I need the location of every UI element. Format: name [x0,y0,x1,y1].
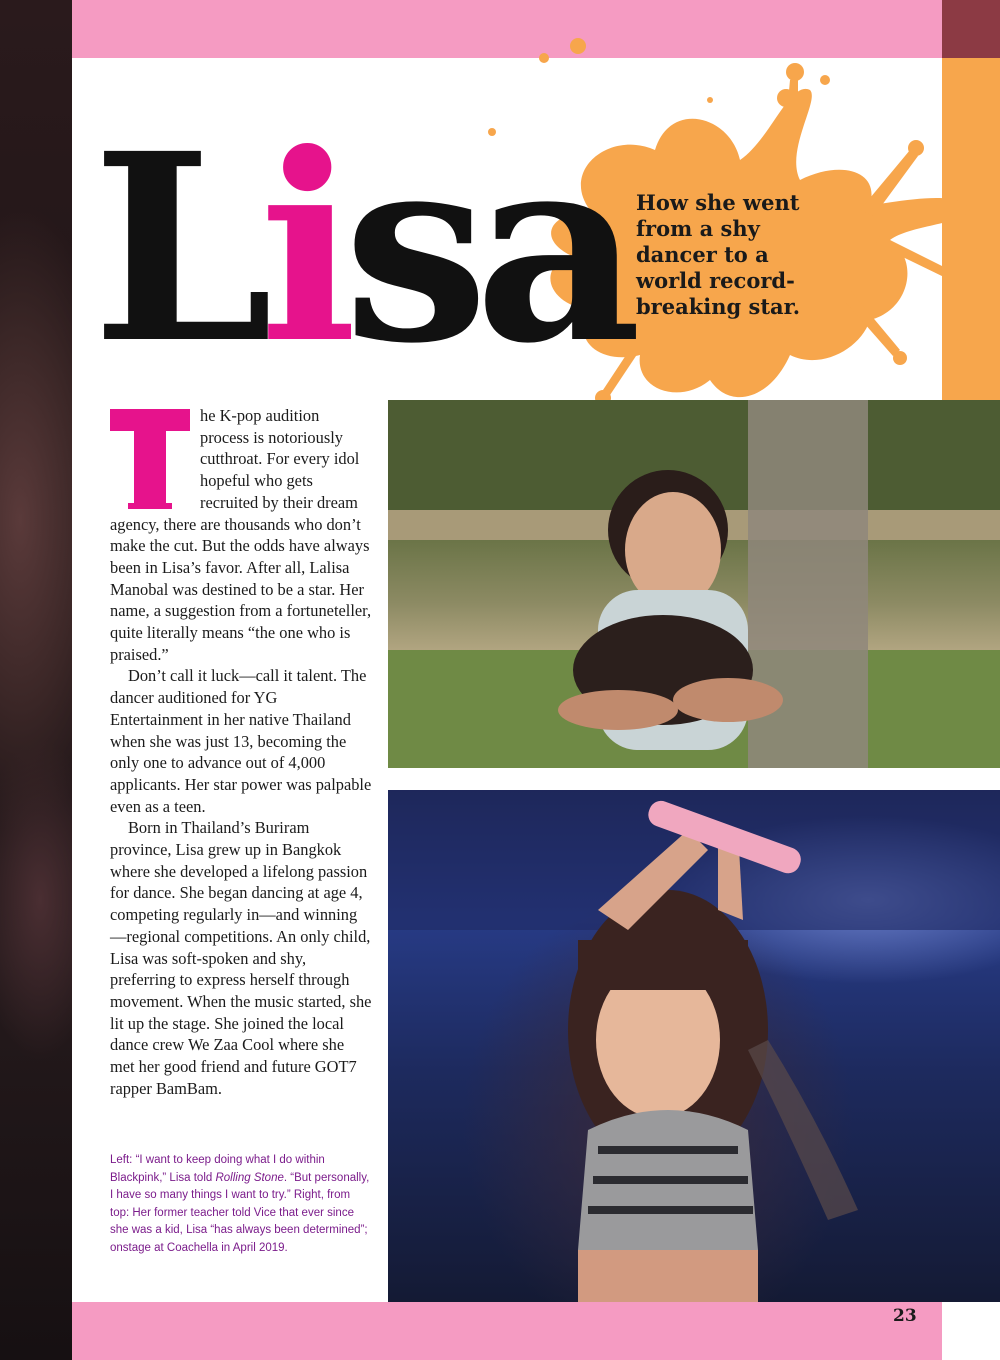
article-paragraph-3: Born in Thailand’s Buriram province, Lisa grew up in Bangkok where she developed a lifelong passion for dance. She began dancing at age 4, competing regularly in—and winning—regional competitions. An only child, Lisa was soft-spoken and shy, preferring to express herself through movement. When the music started, she lit up the stage. She joined the local dance crew We Zaa Cool where she met her good friend and future GOT7 rapper BamBam. [110,818,372,1098]
drop-cap [110,409,190,509]
title-part-l: L [92,97,260,400]
photo-caption [110,1152,372,1257]
coachella-stage-photo [388,790,1000,1302]
page-number: 23 [893,1306,917,1326]
title-part-sa: sa [343,97,628,400]
article-paragraph-1: he K-pop audition process is notoriously cutthroat. For every idol hopeful who gets recruited by their dream agency, there are thousands who don’t make the cut. But the odds have always been in Lisa’s favor. After all, Lalisa Manobal was destined to be a star. Her name, a suggestion from a fortuneteller, quite literally means “the one who is praised.” [110,406,372,664]
article-title [92,97,628,400]
bottom-pink-band [72,1302,942,1360]
drop-cap-letter [110,419,111,420]
article-paragraph-2: Don’t call it luck—call it talent. The dancer auditioned for YG Entertainment in her native Thailand when she was just 13, becoming the only one to advance out of 4,000 applicants. Her star power was palpable even as a teen. [110,666,372,816]
childhood-photo [388,400,1000,768]
caption-publication: Rolling Stone [215,1171,284,1184]
article-body [110,405,372,1100]
title-accent-i: i [259,97,344,400]
caption-part-2: . “But personally, I have so many things I want to try.” Right, from top: Her former teacher told Vice that ever since she was a kid, Lisa “has always been determined”; onstage at Coachella in April 2019. [110,1171,370,1254]
article-deck: How she went from a shy dancer to a world record-breaking star. [636,190,801,319]
left-page-photo [0,0,72,1360]
caption-part-1: Left: “I want to keep doing what I do within Blackpink,” Lisa told [110,1154,325,1184]
